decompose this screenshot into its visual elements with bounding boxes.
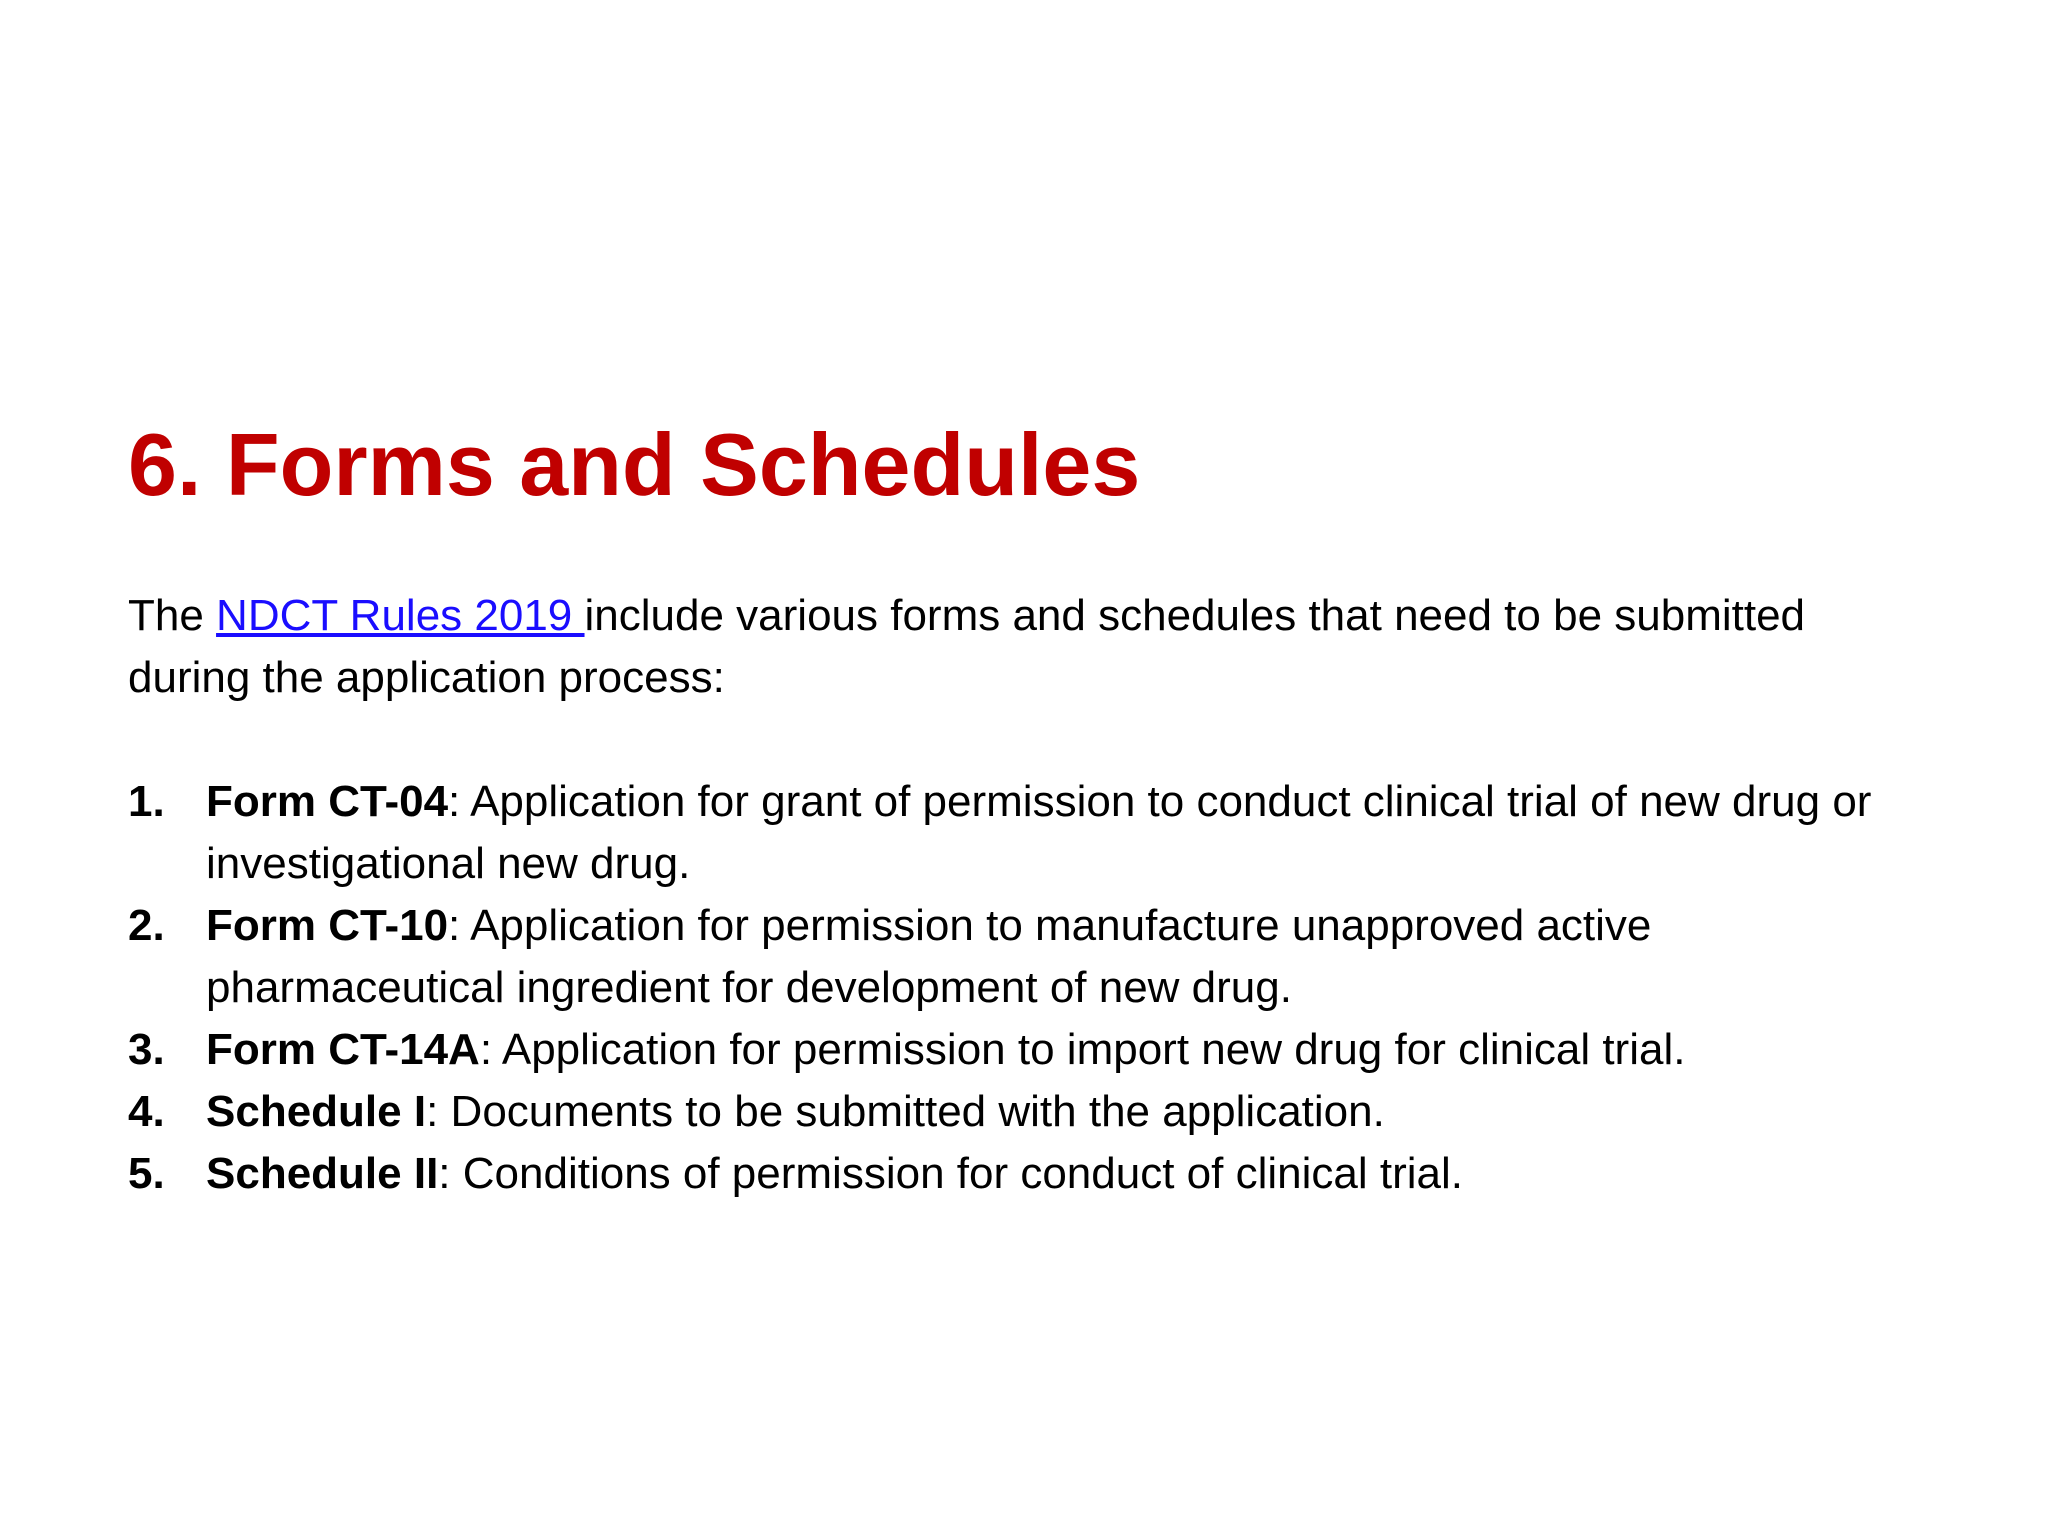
intro-text-before: The [128,591,217,640]
list-item-separator: : [448,777,461,826]
slide-title: 6. Forms and Schedules [128,415,1141,514]
list-item-term: Form CT-14A [206,1025,480,1074]
list-item-separator: : [479,1025,493,1074]
list-item [128,1143,1928,1205]
intro-paragraph [128,585,1928,709]
forms-schedules-list [128,771,1928,1205]
intro-text-after: include various forms and schedules that need to be submitted during the application process: [128,591,1806,702]
slide-content [128,585,1928,1205]
list-item-number: 4. [128,1087,165,1136]
list-item-description: Application for grant of permission to conduct clinical trial of new drug or investigational new drug. [206,777,1872,888]
list-item-number: 1. [128,777,165,826]
list-item-term: Form CT-04 [206,777,449,826]
list-item-number: 5. [128,1149,165,1198]
list-item-description: Documents to be submitted with the application. [438,1087,1385,1136]
list-item [128,1081,1928,1143]
list-item-description: Application for permission to import new drug for clinical trial. [492,1025,1686,1074]
list-item-description: Application for permission to manufacture unapproved active pharmaceutical ingredient for development of new drug. [206,901,1652,1012]
list-item-term: Schedule II [206,1149,439,1198]
list-item-term: Form CT-10 [206,901,449,950]
list-item-description: Conditions of permission for conduct of clinical trial. [450,1149,1463,1198]
list-item [128,771,1928,895]
list-item [128,895,1928,1019]
list-item-separator: : [438,1149,451,1198]
list-item-separator: : [448,901,461,950]
list-item-number: 3. [128,1025,165,1074]
list-item [128,1019,1928,1081]
list-item-separator: : [426,1087,439,1136]
list-item-term: Schedule I [206,1087,427,1136]
list-item-number: 2. [128,901,165,950]
ndct-rules-link[interactable]: NDCT Rules 2019 [216,591,585,640]
